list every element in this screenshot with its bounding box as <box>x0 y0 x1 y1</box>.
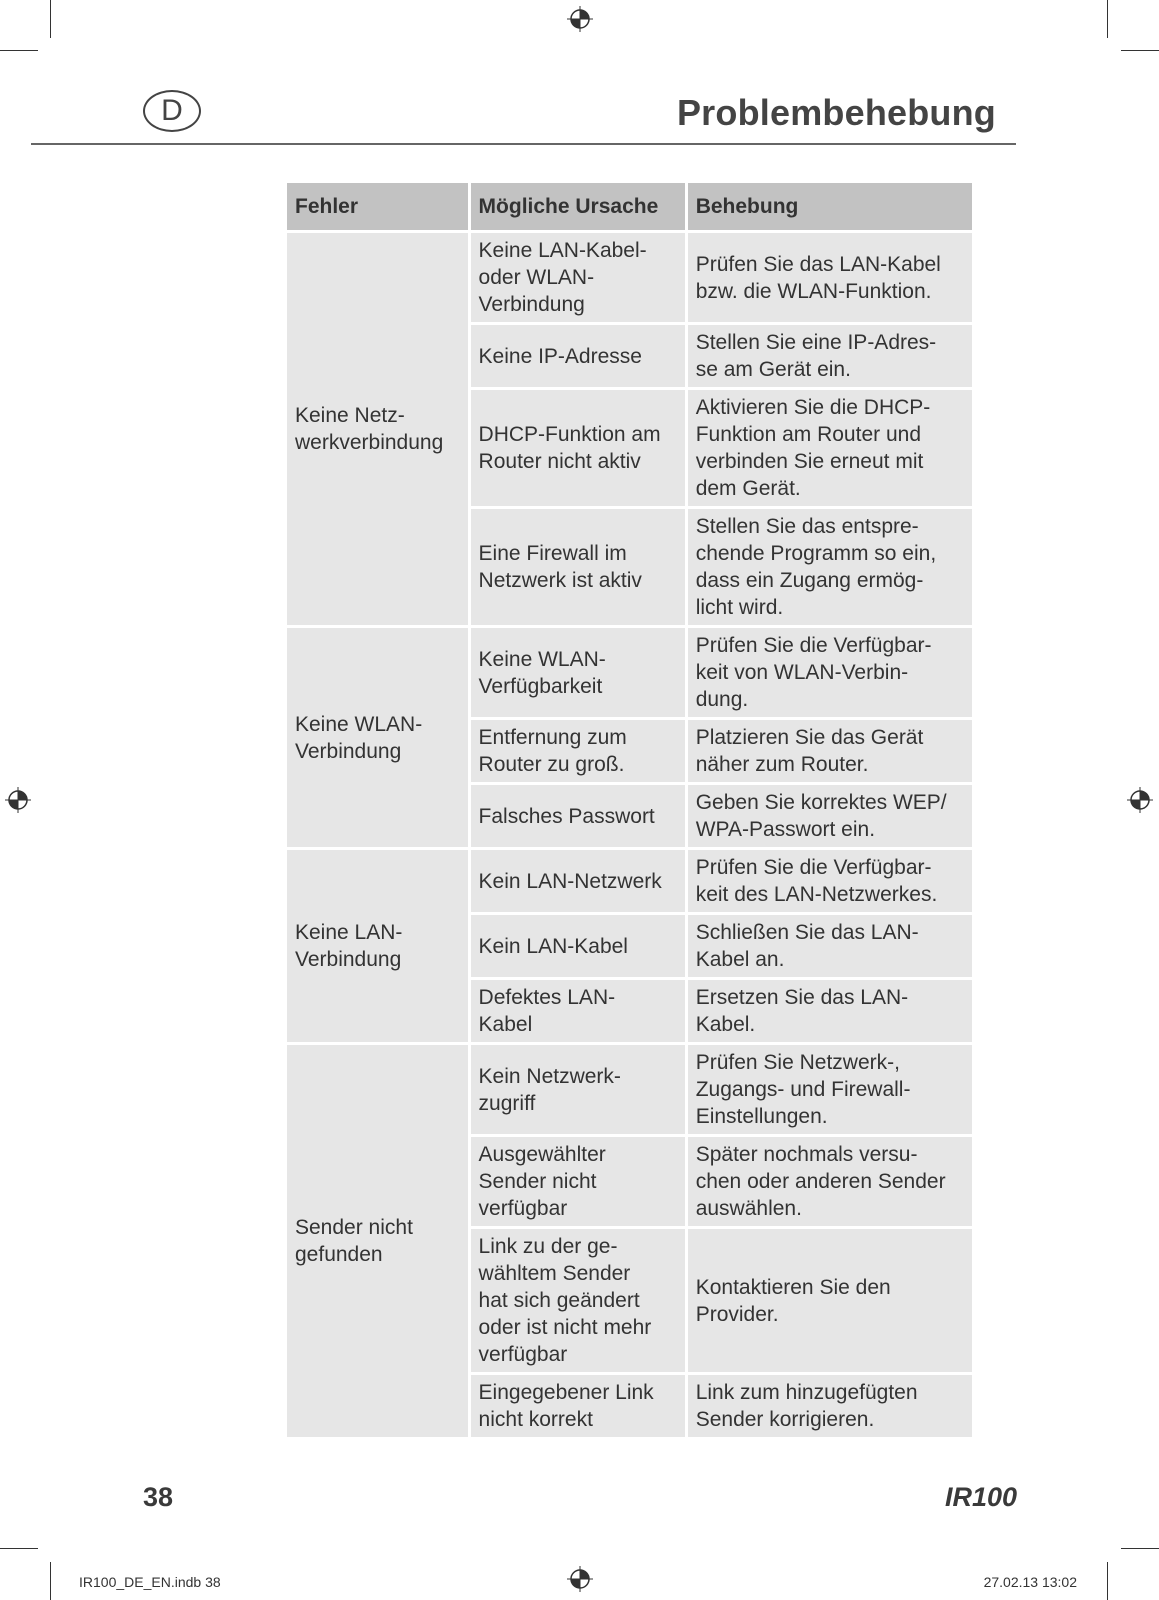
cause-cell: Kein Netzwerk- zugriff <box>471 1045 685 1134</box>
cause-cell: Keine LAN-Kabel- oder WLAN- Verbindung <box>471 233 685 322</box>
table-header-row <box>287 183 972 230</box>
column-header: Behebung <box>688 183 972 230</box>
table-row <box>287 233 972 322</box>
table-body <box>287 233 972 1437</box>
fix-cell: Geben Sie korrektes WEP/ WPA-Passwort ein. <box>688 785 972 847</box>
troubleshooting-table <box>284 180 975 1440</box>
fix-cell: Prüfen Sie das LAN-Kabel bzw. die WLAN-Funktion. <box>688 233 972 322</box>
fix-cell: Link zum hinzugefügten Sender korrigieren. <box>688 1375 972 1437</box>
fault-cell: Sender nicht gefunden <box>287 1045 468 1437</box>
crop-mark <box>1107 1562 1108 1600</box>
registration-mark-icon <box>567 1566 593 1592</box>
cause-cell: Kein LAN-Kabel <box>471 915 685 977</box>
table-row <box>287 628 972 717</box>
fix-cell: Schließen Sie das LAN- Kabel an. <box>688 915 972 977</box>
cause-cell: DHCP-Funktion am Router nicht aktiv <box>471 390 685 506</box>
cause-cell: Eingegebener Link nicht korrekt <box>471 1375 685 1437</box>
fix-cell: Prüfen Sie Netzwerk-, Zugangs- und Firewall- Einstellungen. <box>688 1045 972 1134</box>
registration-mark-icon <box>567 6 593 32</box>
registration-mark-icon <box>1127 787 1153 813</box>
fix-cell: Später nochmals versu- chen oder anderen Sender auswählen. <box>688 1137 972 1226</box>
table-row <box>287 1045 972 1134</box>
cause-cell: Eine Firewall im Netzwerk ist aktiv <box>471 509 685 625</box>
cause-cell: Kein LAN-Netzwerk <box>471 850 685 912</box>
fix-cell: Platzieren Sie das Gerät näher zum Router. <box>688 720 972 782</box>
fix-cell: Stellen Sie eine IP-Adres- se am Gerät ein. <box>688 325 972 387</box>
crop-mark <box>1121 1548 1159 1549</box>
print-date-slug: 27.02.13 13:02 <box>983 1574 1077 1590</box>
fault-cell: Keine WLAN- Verbindung <box>287 628 468 847</box>
cause-cell: Keine IP-Adresse <box>471 325 685 387</box>
model-name: IR100 <box>944 1482 1017 1512</box>
column-header: Mögliche Ursache <box>471 183 685 230</box>
fix-cell: Kontaktieren Sie den Provider. <box>688 1229 972 1372</box>
crop-mark <box>0 50 38 51</box>
crop-mark <box>50 1562 51 1600</box>
cause-cell: Keine WLAN- Verfügbarkeit <box>471 628 685 717</box>
fix-cell: Aktivieren Sie die DHCP- Funktion am Router und verbinden Sie erneut mit dem Gerät. <box>688 390 972 506</box>
crop-mark <box>1121 50 1159 51</box>
cause-cell: Defektes LAN- Kabel <box>471 980 685 1042</box>
fault-cell: Keine Netz- werkverbindung <box>287 233 468 625</box>
cause-cell: Entfernung zum Router zu groß. <box>471 720 685 782</box>
crop-mark <box>1107 0 1108 38</box>
page-title: Problembehebung <box>676 92 996 133</box>
fix-cell: Prüfen Sie die Verfügbar- keit des LAN-Netzwerkes. <box>688 850 972 912</box>
fix-cell: Prüfen Sie die Verfügbar- keit von WLAN-Verbin- dung. <box>688 628 972 717</box>
cause-cell: Link zu der ge- wähltem Sender hat sich geändert oder ist nicht mehr verfügbar <box>471 1229 685 1372</box>
fix-cell: Ersetzen Sie das LAN- Kabel. <box>688 980 972 1042</box>
registration-mark-icon <box>5 787 31 813</box>
header-rule <box>31 143 1016 145</box>
fault-cell: Keine LAN- Verbindung <box>287 850 468 1042</box>
page-number: 38 <box>143 1482 174 1512</box>
column-header: Fehler <box>287 183 468 230</box>
fix-cell: Stellen Sie das entspre- chende Programm so ein, dass ein Zugang ermög- licht wird. <box>688 509 972 625</box>
crop-mark <box>0 1548 38 1549</box>
cause-cell: Ausgewählter Sender nicht verfügbar <box>471 1137 685 1226</box>
print-file-slug: IR100_DE_EN.indb 38 <box>79 1574 221 1590</box>
table-row <box>287 850 972 912</box>
crop-mark <box>50 0 51 38</box>
cause-cell: Falsches Passwort <box>471 785 685 847</box>
language-badge: D <box>143 90 201 132</box>
